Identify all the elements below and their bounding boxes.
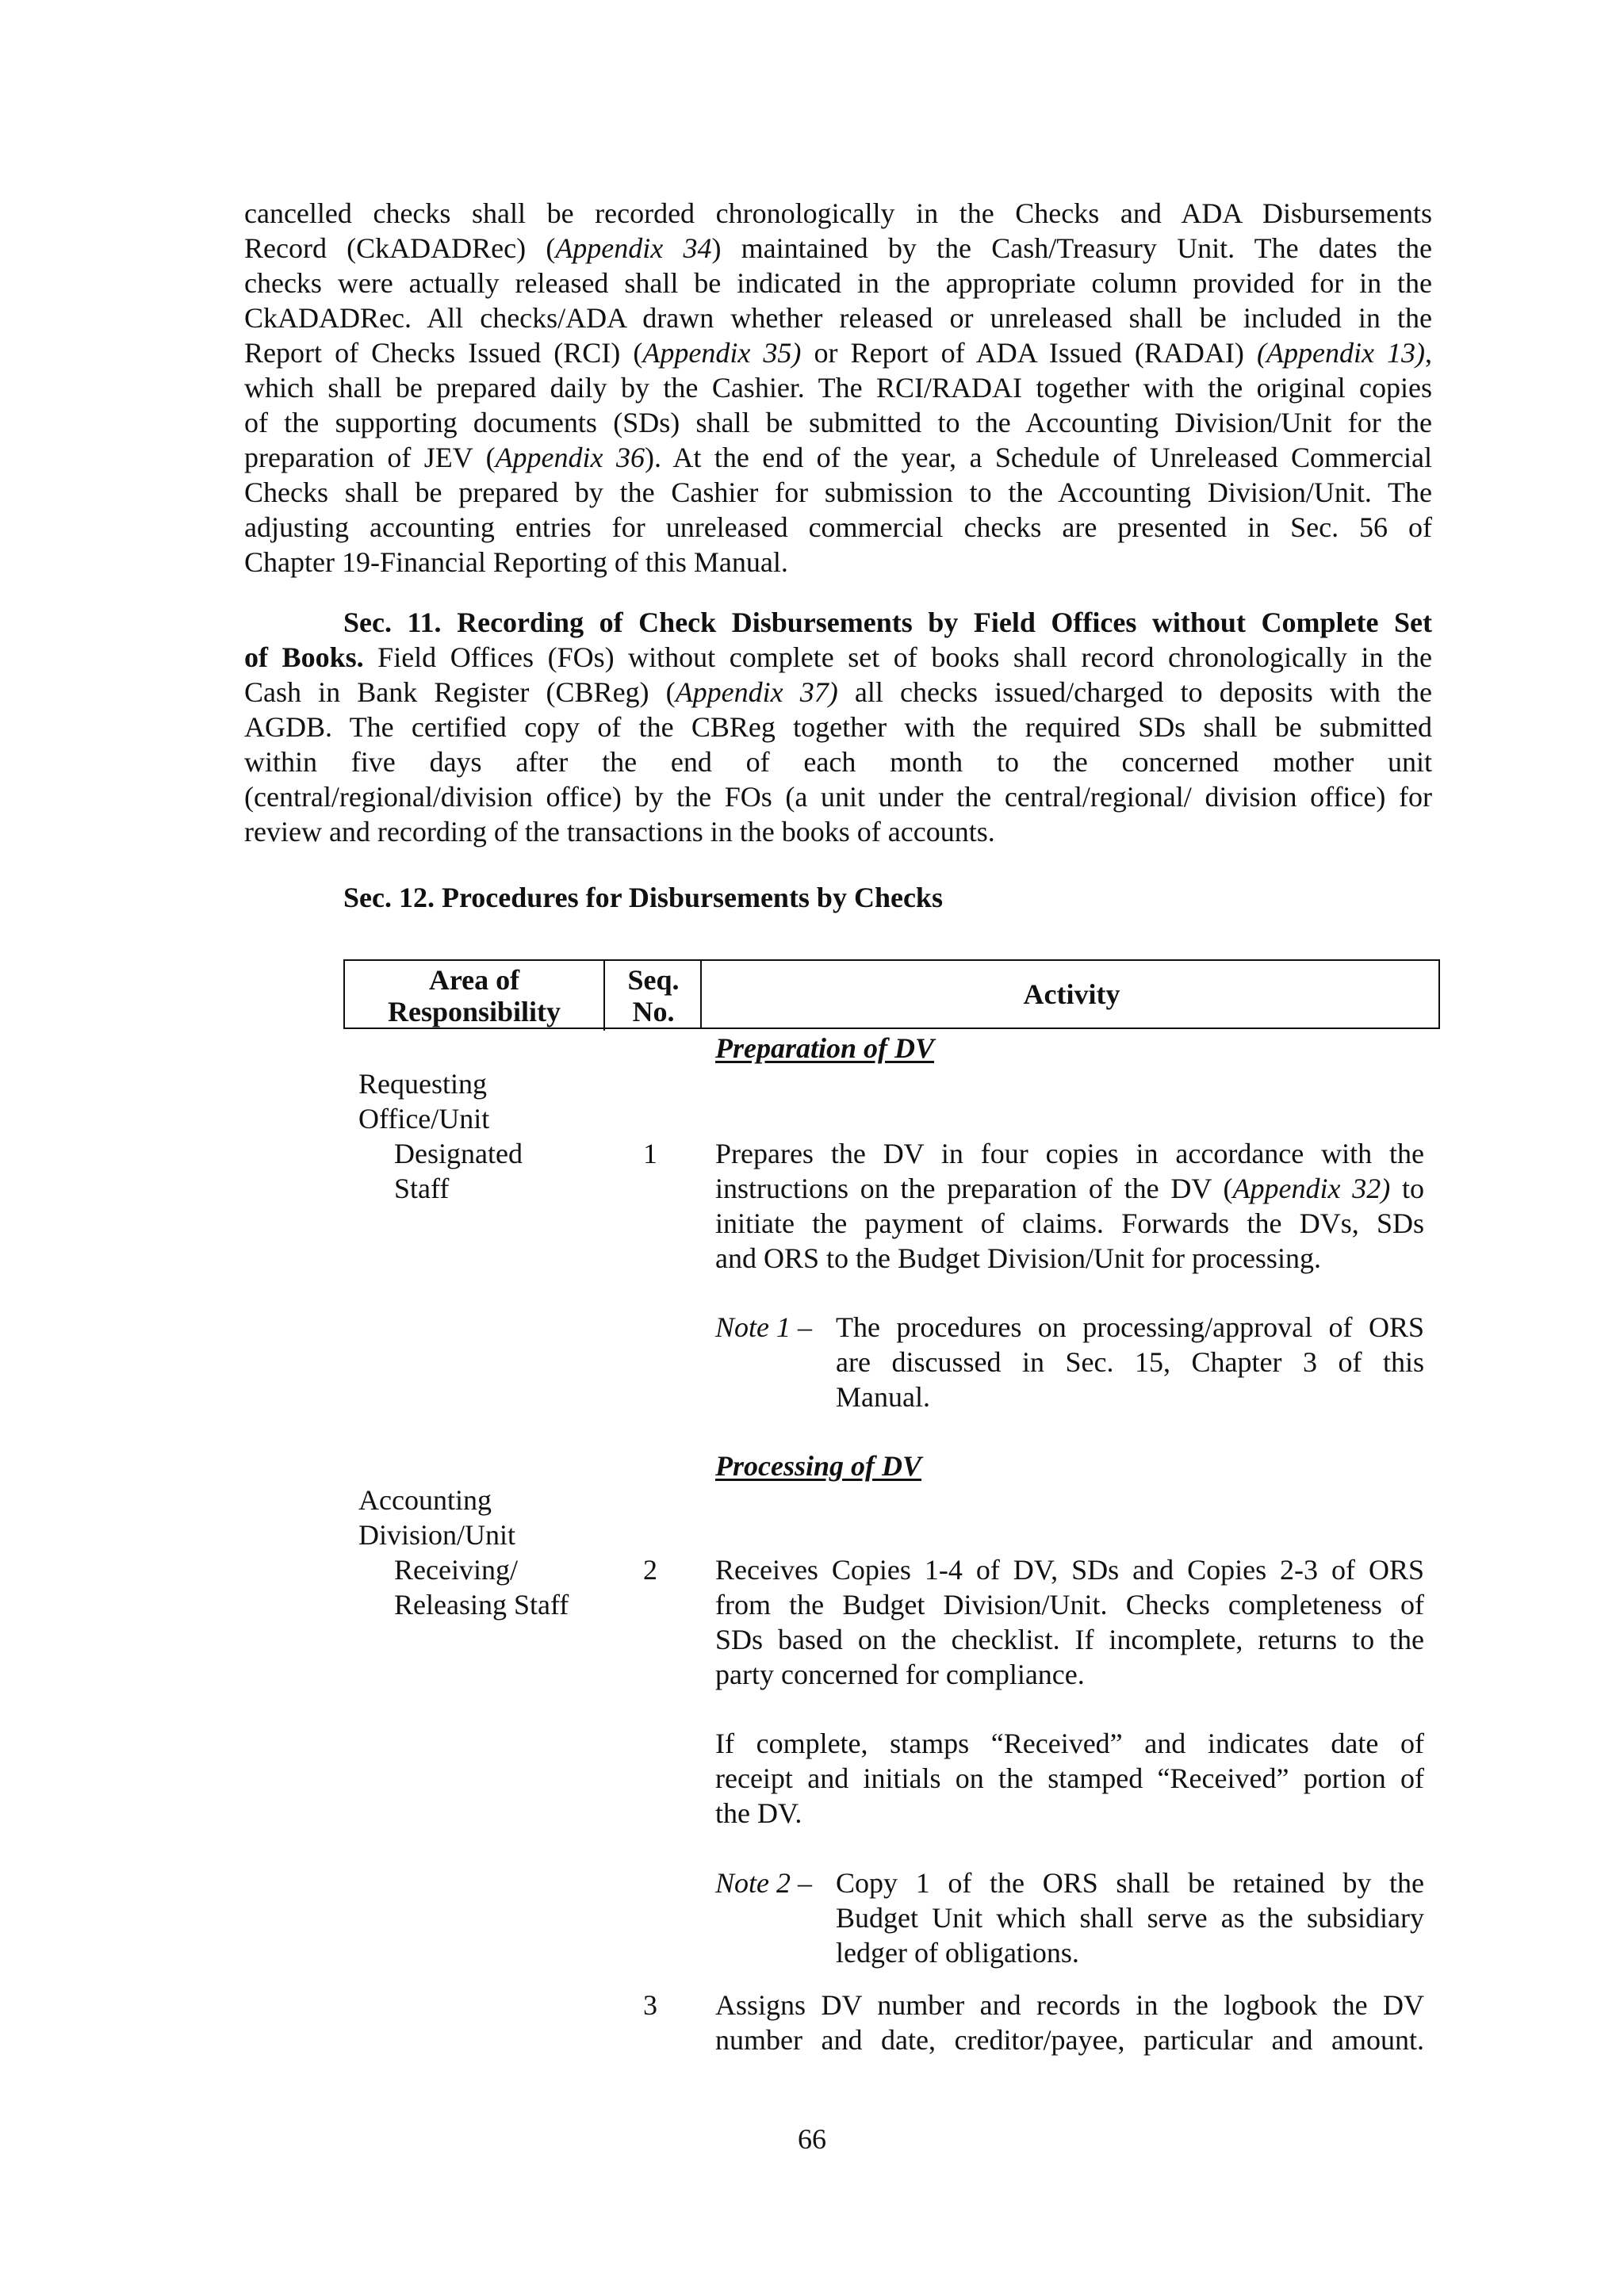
sec11-line-4: AGDB. The certified copy of the CBReg together with the required SDs shall be submitted (244, 711, 1432, 743)
note-2: Note 2 – Copy 1 of the ORS shall be retained by the Budget Unit which shall serve as the subsidiary ledger of obligations. (715, 1867, 1424, 1969)
sec11-line-2: of Books. Field Offices (FOs) without complete set of books shall record chronologically in the (244, 641, 1432, 673)
sec11-title-line (244, 605, 1432, 640)
intro-line-11: Chapter 19-Financial Reporting of this Manual. (244, 546, 788, 578)
appendix-34-ref: Appendix 34 (555, 232, 712, 264)
intro-line-5: Report of Checks Issued (RCI) (Appendix 35) or Report of ADA Issued (RADAI) (Appendix 13), (244, 337, 1432, 369)
intro-line-2: Record (CkADADRec) (Appendix 34) maintained by the Cash/Treasury Unit. The dates the (244, 232, 1432, 264)
col-header-area: Area of Responsibility (387, 964, 561, 1027)
intro-line-7: of the supporting documents (SDs) shall be submitted to the Accounting Division/Unit for the (244, 407, 1432, 438)
step-2-activity-continued: If complete, stamps “Received” and indicates date of receipt and initials on the stamped “Received” portion of the DV. (715, 1728, 1424, 1829)
intro-line-8: preparation of JEV (Appendix 36). At the end of the year, a Schedule of Unreleased Commercial (244, 442, 1432, 473)
intro-line-9: Checks shall be prepared by the Cashier for submission to the Accounting Division/Unit. The (244, 476, 1432, 508)
requesting-office-label: Requesting Office/Unit (358, 1068, 490, 1135)
sec11-line-6: (central/regional/division office) by the FOs (a unit under the central/regional/ division office) for (244, 781, 1432, 813)
page-number: 66 (798, 2123, 826, 2155)
col-header-seq: Seq. No. (603, 961, 702, 1031)
appendix-36-ref: Appendix 36 (495, 442, 645, 473)
sec11-line-7: review and recording of the transactions in the books of accounts. (244, 816, 995, 848)
sec11-title-end: of Books. (244, 641, 364, 673)
intro-line-4: CkADADRec. All checks/ADA drawn whether released or unreleased shall be included in the (244, 302, 1432, 334)
note-1: Note 1 – The procedures on processing/approval of ORS are discussed in Sec. 15, Chapter 3 of this Manual. (715, 1311, 1424, 1413)
note-2-label: Note 2 – (715, 1867, 812, 1899)
sec11-paragraph (244, 605, 1432, 849)
step-1-seq: 1 (643, 1138, 657, 1169)
appendix-35-ref: Appendix 35) (642, 337, 802, 369)
step-3-activity: Assigns DV number and records in the logbook the DV number and date, creditor/payee, particular and amount. (715, 1989, 1424, 2056)
step-2-seq: 2 (643, 1554, 657, 1586)
intro-paragraph (244, 196, 1432, 580)
col-header-activity: Activity (700, 961, 1442, 1027)
appendix-32-ref: Appendix 32) (1232, 1173, 1391, 1204)
appendix-13-ref: (Appendix 13) (1256, 337, 1426, 369)
sec11-line-3: Cash in Bank Register (CBReg) (Appendix 37) all checks issued/charged to deposits with the (244, 676, 1432, 708)
intro-line-6: which shall be prepared daily by the Cashier. The RCI/RADAI together with the original copies (244, 372, 1432, 404)
sec11-line-5: within five days after the end of each month to the concerned mother unit (244, 746, 1432, 778)
intro-line-10: adjusting accounting entries for unreleased commercial checks are presented in Sec. 56 of (244, 511, 1432, 543)
sec11-title: Sec. 11. Recording of Check Disbursements by Field Offices without Complete Set (343, 607, 1432, 638)
step-3-seq: 3 (643, 1989, 657, 2021)
intro-line-3: checks were actually released shall be indicated in the appropriate column provided for in the (244, 267, 1432, 299)
step-2-activity: Receives Copies 1-4 of DV, SDs and Copies 2-3 of ORS from the Budget Division/Unit. Checks completeness of SDs based on the checklist. If incomplete, returns to the party concerned for compliance. (715, 1554, 1424, 1690)
step-1-activity: Prepares the DV in four copies in accordance with the instructions on the preparation of the DV (Appendix 32) to initiate the payment of claims. Forwards the DVs, SDs and ORS to the Budget Division/Unit for processing. (715, 1138, 1424, 1274)
procedures-table-header (343, 959, 1440, 1029)
accounting-division-label: Accounting Division/Unit (358, 1484, 516, 1551)
note-1-label: Note 1 – (715, 1311, 812, 1343)
receiving-staff-label: Receiving/ Releasing Staff (394, 1554, 569, 1621)
appendix-37-ref: Appendix 37) (675, 676, 838, 708)
intro-line-1: cancelled checks shall be recorded chronologically in the Checks and ADA Disbursements (244, 197, 1432, 229)
sec12-heading: Sec. 12. Procedures for Disbursements by Checks (343, 882, 943, 913)
processing-heading: Processing of DV (715, 1450, 921, 1482)
preparation-heading: Preparation of DV (715, 1032, 935, 1064)
designated-staff-label: Designated Staff (394, 1138, 523, 1204)
